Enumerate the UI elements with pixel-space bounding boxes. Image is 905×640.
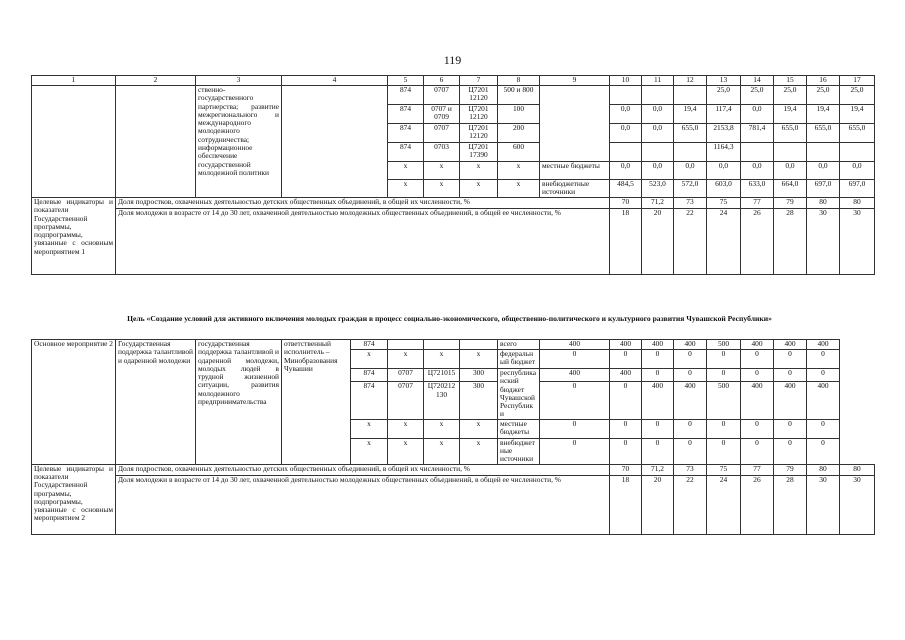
grbs-code: 874 (388, 105, 424, 124)
year-value (807, 143, 840, 162)
finance-row (32, 86, 875, 105)
year-value: 603,0 (707, 180, 741, 198)
year-value: 0 (610, 350, 642, 369)
year-value: 0 (774, 419, 807, 438)
activity-description: государственная поддержка талантливой и одаренной молодежи, молодых людей в трудной жизненной ситуации, развития молодежного предпринимательства (196, 340, 282, 465)
target-article-code: Ц7201 17390 (460, 143, 498, 162)
indicator-value: 22 (674, 475, 707, 534)
column-header: 14 (741, 76, 774, 86)
finance-row (32, 340, 875, 350)
indicator-value: 26 (741, 475, 774, 534)
header-row (32, 76, 875, 86)
indicator-value: 20 (642, 475, 674, 534)
indicator-value: 77 (741, 198, 774, 209)
year-value: 0,0 (642, 105, 674, 124)
indicator-value: 73 (674, 464, 707, 475)
column-header: 7 (460, 76, 498, 86)
year-value: 0 (774, 369, 807, 382)
indicator-value: 80 (807, 464, 840, 475)
year-value: 400 (642, 340, 674, 350)
indicator-value: 18 (610, 475, 642, 534)
year-value: 400 (741, 340, 774, 350)
grbs-code: 874 (351, 369, 388, 382)
program-cell (116, 86, 196, 198)
year-value: 25,0 (840, 86, 875, 105)
year-value: 0,0 (840, 162, 875, 180)
section-code: x (424, 180, 460, 198)
grbs-code: 874 (388, 143, 424, 162)
year-value: 0 (540, 350, 610, 369)
expense-group-code: x (498, 180, 540, 198)
expense-group-code: 200 (498, 124, 540, 143)
year-value: 781,4 (741, 124, 774, 143)
grbs-code: x (351, 438, 388, 464)
year-value: 117,4 (707, 105, 741, 124)
target-article-code (424, 340, 460, 350)
year-value (610, 143, 642, 162)
year-value: 697,0 (840, 180, 875, 198)
section-code: 0703 (424, 143, 460, 162)
year-value: 697,0 (807, 180, 840, 198)
year-value: 0,0 (741, 105, 774, 124)
year-value: 400 (674, 382, 707, 419)
year-value: 400 (610, 369, 642, 382)
expense-group-code: x (460, 350, 498, 369)
column-header: 15 (774, 76, 807, 86)
column-header: 16 (807, 76, 840, 86)
column-header: 3 (196, 76, 282, 86)
column-header: 11 (642, 76, 674, 86)
expense-group-code: 500 и 800 (498, 86, 540, 105)
year-value: 484,5 (610, 180, 642, 198)
funding-source: республиканский бюджет Чувашской Республики (498, 369, 540, 420)
year-value: 523,0 (642, 180, 674, 198)
year-value: 0,0 (610, 162, 642, 180)
indicator-row (32, 464, 875, 475)
year-value (840, 143, 875, 162)
column-header: 5 (388, 76, 424, 86)
indicator-value: 30 (807, 475, 840, 534)
year-value: 0 (642, 369, 674, 382)
year-value (674, 143, 707, 162)
target-article-code: Ц7201 12120 (460, 124, 498, 143)
funding-source: всего (498, 340, 540, 350)
indicator-text: Доля молодежи в возрасте от 14 до 30 лет, охваченной деятельностью молодежных общественных объединений, в общей ее численности, % (116, 475, 610, 534)
expense-group-code: x (460, 419, 498, 438)
section-code: 0707 и 0709 (424, 105, 460, 124)
expense-group-code: x (460, 438, 498, 464)
year-value: 0 (610, 438, 642, 464)
year-value: 0,0 (741, 162, 774, 180)
year-value: 0 (610, 382, 642, 419)
year-value: 0 (707, 419, 741, 438)
funding-source: федеральный бюджет (498, 350, 540, 369)
year-value: 25,0 (774, 86, 807, 105)
indicator-value: 71,2 (642, 198, 674, 209)
year-value: 0 (807, 350, 840, 369)
column-header: 13 (707, 76, 741, 86)
expense-group-code: x (498, 162, 540, 180)
year-value: 0 (741, 438, 774, 464)
responsible-executor: ответственный исполнитель – Минобразования Чувашии (282, 340, 351, 465)
column-header: 1 (32, 76, 116, 86)
goal-heading: Цель «Создание условий для активного включения молодых граждан в процесс социально-экономического, общественно-политического и культурного развития Чувашской Республики» (127, 314, 772, 323)
program-table-part-2 (31, 339, 875, 535)
column-header: 10 (610, 76, 642, 86)
indicator-value: 75 (707, 198, 741, 209)
target-article-code: Ц7201 12120 (460, 105, 498, 124)
indicators-label: Целевые индикаторы и показатели Государственной программы, подпрограммы, увязанные с основным мероприятием 2 (32, 464, 116, 534)
activity-description: ственно-государственного партнерства; развитие межрегионального и международного молодежного сотрудничества; информационное обеспечение государственной молодежной политики (196, 86, 282, 198)
year-value: 400 (540, 340, 610, 350)
indicator-text: Доля подростков, охваченных деятельностью детских общественных объединений, в общей их численности, % (116, 464, 610, 475)
target-article-code: Ц721015 (424, 369, 460, 382)
year-value: 500 (707, 382, 741, 419)
year-value: 400 (774, 382, 807, 419)
indicator-value: 80 (807, 198, 840, 209)
indicator-value: 79 (774, 464, 807, 475)
year-value: 400 (610, 340, 642, 350)
indicator-value: 30 (807, 209, 840, 275)
target-article-code: Ц7201 12120 (460, 86, 498, 105)
expense-group-code (460, 340, 498, 350)
section-code: 0707 (388, 369, 424, 382)
funding-source: местные бюджеты (540, 162, 610, 180)
expense-group-code: 100 (498, 105, 540, 124)
year-value: 25,0 (707, 86, 741, 105)
indicator-value: 70 (610, 464, 642, 475)
grbs-code: x (388, 180, 424, 198)
year-value: 0,0 (610, 124, 642, 143)
year-value: 0,0 (642, 162, 674, 180)
section-code: 0707 (388, 382, 424, 419)
funding-source (540, 86, 610, 162)
indicator-row (32, 198, 875, 209)
year-value: 400 (540, 369, 610, 382)
target-article-code: x (460, 162, 498, 180)
year-value: 633,0 (741, 180, 774, 198)
year-value: 0 (642, 438, 674, 464)
program-name: Государственная поддержка талантливой и одаренной молодежи (116, 340, 196, 465)
section-code: 0707 (424, 124, 460, 143)
year-value (642, 143, 674, 162)
indicator-value: 30 (840, 475, 875, 534)
indicator-value: 80 (840, 198, 875, 209)
year-value: 400 (807, 382, 840, 419)
year-value: 0 (707, 438, 741, 464)
year-value: 655,0 (674, 124, 707, 143)
target-article-code: x (460, 180, 498, 198)
page-number: 119 (443, 53, 462, 67)
year-value: 0 (674, 419, 707, 438)
indicator-value: 77 (741, 464, 774, 475)
indicators-label: Целевые индикаторы и показатели Государственной программы, подпрограммы, увязанные с основным мероприятием 1 (32, 198, 116, 275)
year-value: 0 (642, 419, 674, 438)
indicator-text: Доля подростков, охваченных деятельностью детских общественных объединений, в общей их численности, % (116, 198, 610, 209)
funding-source: местные бюджеты (498, 419, 540, 438)
executor-cell (282, 86, 388, 198)
year-value: 19,4 (807, 105, 840, 124)
year-value (674, 86, 707, 105)
year-value (774, 143, 807, 162)
funding-source: внебюджетные источники (498, 438, 540, 464)
indicator-value: 73 (674, 198, 707, 209)
year-value (610, 86, 642, 105)
indicator-value: 18 (610, 209, 642, 275)
year-value: 400 (741, 382, 774, 419)
expense-group-code: 300 (460, 369, 498, 382)
year-value: 0 (642, 350, 674, 369)
column-header: 8 (498, 76, 540, 86)
indicator-value: 28 (774, 209, 807, 275)
year-value: 19,4 (774, 105, 807, 124)
year-value: 0 (674, 369, 707, 382)
target-article-code: x (424, 438, 460, 464)
indicator-value: 75 (707, 464, 741, 475)
year-value: 500 (707, 340, 741, 350)
year-value: 400 (807, 340, 840, 350)
indicator-value: 70 (610, 198, 642, 209)
year-value: 0 (807, 369, 840, 382)
indicator-value: 24 (707, 475, 741, 534)
year-value: 0 (741, 419, 774, 438)
year-value: 0 (540, 438, 610, 464)
section-code: x (388, 419, 424, 438)
column-header: 9 (540, 76, 610, 86)
year-value: 0,0 (674, 162, 707, 180)
year-value: 572,0 (674, 180, 707, 198)
indicator-row (32, 475, 875, 534)
year-value: 0 (774, 350, 807, 369)
year-value: 0 (540, 419, 610, 438)
year-value: 655,0 (840, 124, 875, 143)
expense-group-code: 300 (460, 382, 498, 419)
year-value: 664,0 (774, 180, 807, 198)
year-value: 1164,3 (707, 143, 741, 162)
year-value: 0,0 (642, 124, 674, 143)
target-article-code: Ц720212 130 (424, 382, 460, 419)
year-value: 0 (807, 438, 840, 464)
indicator-value: 20 (642, 209, 674, 275)
indicator-value: 28 (774, 475, 807, 534)
year-value: 0 (707, 369, 741, 382)
indicator-row (32, 209, 875, 275)
column-header: 4 (282, 76, 388, 86)
year-value: 0,0 (774, 162, 807, 180)
year-value: 0 (674, 438, 707, 464)
grbs-code: x (351, 419, 388, 438)
program-table-part-1 (31, 75, 875, 275)
measure-cell (32, 86, 116, 198)
year-value: 655,0 (807, 124, 840, 143)
year-value: 19,4 (674, 105, 707, 124)
year-value: 0,0 (610, 105, 642, 124)
expense-group-code: 600 (498, 143, 540, 162)
year-value: 2153,8 (707, 124, 741, 143)
indicator-text: Доля молодежи в возрасте от 14 до 30 лет, охваченной деятельностью молодежных общественных объединений, в общей ее численности, % (116, 209, 610, 275)
measure-name: Основное мероприятие 2 (32, 340, 116, 465)
grbs-code: 874 (351, 340, 388, 350)
indicator-value: 26 (741, 209, 774, 275)
column-header: 2 (116, 76, 196, 86)
indicator-value: 80 (840, 464, 875, 475)
section-code: x (388, 350, 424, 369)
column-header: 6 (424, 76, 460, 86)
grbs-code: 874 (388, 86, 424, 105)
grbs-code: 874 (351, 382, 388, 419)
year-value: 0 (807, 419, 840, 438)
column-header: 12 (674, 76, 707, 86)
year-value: 0 (774, 438, 807, 464)
year-value: 0 (707, 350, 741, 369)
year-value: 400 (774, 340, 807, 350)
year-value: 19,4 (840, 105, 875, 124)
grbs-code: x (351, 350, 388, 369)
funding-source: внебюджетные источники (540, 180, 610, 198)
target-article-code: x (424, 419, 460, 438)
section-code: x (388, 438, 424, 464)
target-article-code: x (424, 350, 460, 369)
section-code (388, 340, 424, 350)
year-value: 25,0 (741, 86, 774, 105)
year-value (642, 86, 674, 105)
indicator-value: 79 (774, 198, 807, 209)
section-code: x (424, 162, 460, 180)
year-value: 0 (540, 382, 610, 419)
year-value: 400 (642, 382, 674, 419)
year-value: 0 (741, 369, 774, 382)
year-value: 0 (674, 350, 707, 369)
year-value: 0 (741, 350, 774, 369)
grbs-code: x (388, 162, 424, 180)
year-value (741, 143, 774, 162)
grbs-code: 874 (388, 124, 424, 143)
indicator-value: 24 (707, 209, 741, 275)
section-code: 0707 (424, 86, 460, 105)
column-header: 17 (840, 76, 875, 86)
indicator-value: 22 (674, 209, 707, 275)
year-value: 0 (610, 419, 642, 438)
year-value: 0,0 (807, 162, 840, 180)
year-value: 655,0 (774, 124, 807, 143)
year-value: 400 (674, 340, 707, 350)
year-value: 0,0 (707, 162, 741, 180)
year-value: 25,0 (807, 86, 840, 105)
indicator-value: 30 (840, 209, 875, 275)
indicator-value: 71,2 (642, 464, 674, 475)
